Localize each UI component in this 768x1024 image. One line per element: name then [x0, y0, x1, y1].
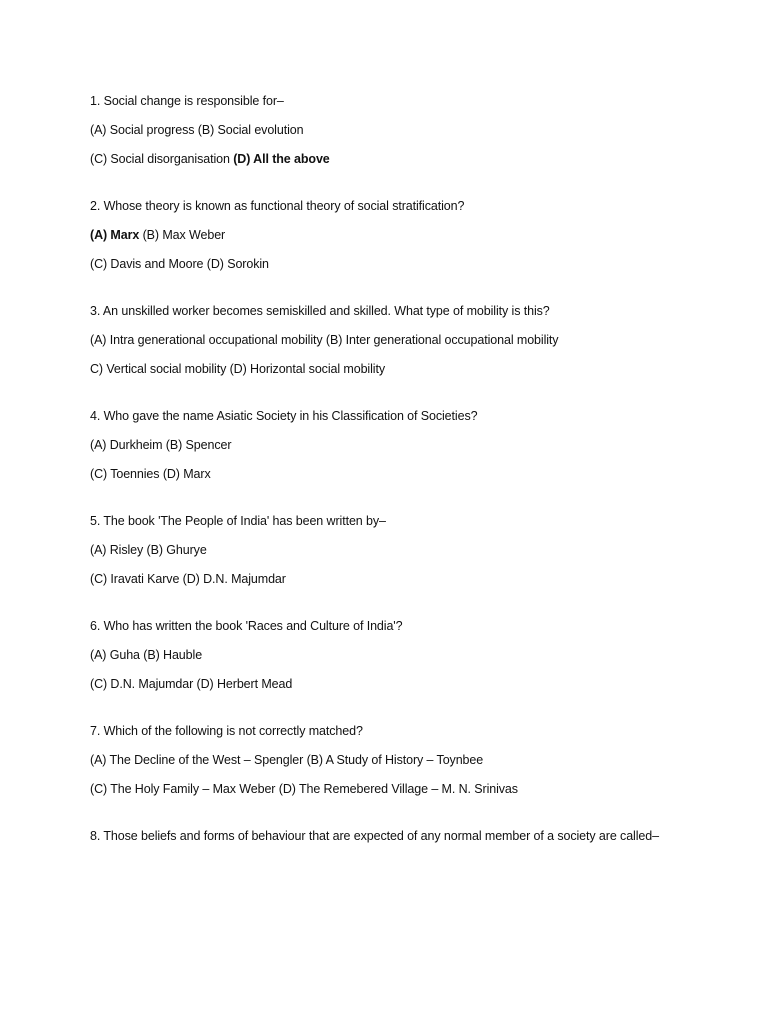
answer-option: (A) Durkheim — [90, 438, 163, 452]
answer-option: (B) Hauble — [143, 648, 203, 662]
options-line — [90, 751, 730, 769]
answer-option: (A) Social progress — [90, 123, 195, 137]
question-block — [90, 407, 730, 483]
question-block — [90, 827, 730, 845]
options-line — [90, 360, 730, 378]
options-line — [90, 226, 730, 244]
answer-option-highlighted: (A) Marx — [90, 228, 140, 242]
question-block — [90, 722, 730, 798]
options-line — [90, 646, 730, 664]
answer-option: (C) Toennies — [90, 467, 160, 481]
answer-option: (D) The Remebered Village – M. N. Srinivas — [278, 782, 518, 796]
options-line — [90, 121, 730, 139]
answer-option: (B) Social evolution — [197, 123, 304, 137]
question-stem: 4. Who gave the name Asiatic Society in his Classification of Societies? — [90, 409, 478, 423]
question-stem: 7. Which of the following is not correctly matched? — [90, 724, 363, 738]
question-block — [90, 92, 730, 168]
answer-option: (B) Ghurye — [146, 543, 207, 557]
answer-option: (C) Iravati Karve — [90, 572, 180, 586]
question-block — [90, 197, 730, 273]
answer-option: (B) Spencer — [165, 438, 232, 452]
question-stem: 6. Who has written the book 'Races and Culture of India'? — [90, 619, 403, 633]
answer-option: (C) The Holy Family – Max Weber — [90, 782, 276, 796]
answer-option: (A) The Decline of the West – Spengler — [90, 753, 304, 767]
answer-option: (A) Risley — [90, 543, 144, 557]
options-line — [90, 150, 730, 168]
options-line — [90, 331, 730, 349]
answer-option: (C) Davis and Moore — [90, 257, 204, 271]
answer-option: (A) Guha — [90, 648, 140, 662]
answer-option: C) Vertical social mobility — [90, 362, 227, 376]
question-block — [90, 512, 730, 588]
answer-option: (B) A Study of History – Toynbee — [306, 753, 484, 767]
question-block — [90, 617, 730, 693]
options-line — [90, 436, 730, 454]
answer-option: (A) Intra generational occupational mobility — [90, 333, 323, 347]
question-stem: 8. Those beliefs and forms of behaviour that are expected of any normal member of a society are called– — [90, 829, 659, 843]
answer-option: (B) Inter generational occupational mobility — [325, 333, 559, 347]
answer-option: (C) D.N. Majumdar — [90, 677, 194, 691]
question-list — [90, 92, 730, 874]
options-line — [90, 541, 730, 559]
question-stem: 5. The book 'The People of India' has been written by– — [90, 514, 386, 528]
options-line — [90, 570, 730, 588]
options-line — [90, 780, 730, 798]
options-line — [90, 255, 730, 273]
question-block — [90, 302, 730, 378]
options-line — [90, 465, 730, 483]
question-stem: 1. Social change is responsible for– — [90, 94, 284, 108]
answer-option: (D) Marx — [162, 467, 211, 481]
answer-option-highlighted: (D) All the above — [233, 152, 330, 166]
answer-option: (D) D.N. Majumdar — [182, 572, 286, 586]
answer-option: (D) Sorokin — [206, 257, 269, 271]
question-stem: 2. Whose theory is known as functional theory of social stratification? — [90, 199, 465, 213]
question-stem: 3. An unskilled worker becomes semiskilled and skilled. What type of mobility is this? — [90, 304, 550, 318]
answer-option: (D) Herbert Mead — [196, 677, 293, 691]
answer-option: (B) Max Weber — [142, 228, 226, 242]
answer-option: (D) Horizontal social mobility — [229, 362, 385, 376]
options-line — [90, 675, 730, 693]
answer-option: (C) Social disorganisation — [90, 152, 230, 166]
